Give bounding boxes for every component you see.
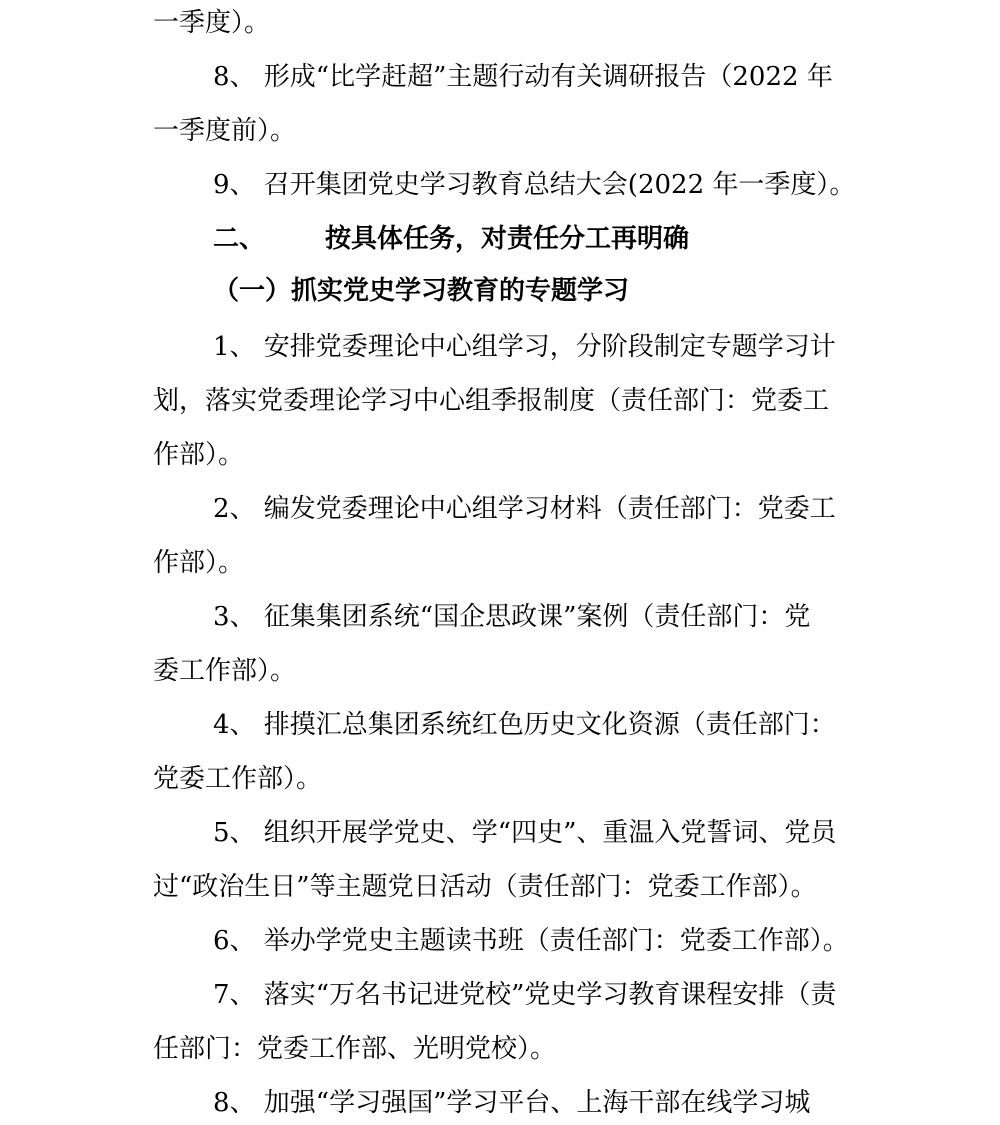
list-item-2-line-1: 2、 编发党委理论中心组学习材料（责任部门：党委工: [213, 494, 836, 524]
subsection-heading: （一）抓实党史学习教育的专题学习: [213, 276, 630, 306]
list-item-4-line-1: 4、 排摸汇总集团系统红色历史文化资源（责任部门：: [213, 710, 836, 740]
list-item-5-line-1: 5、 组织开展学党史、学“四史”、重温入党誓词、党员: [213, 818, 837, 848]
list-item-4-line-2: 党委工作部）。: [153, 764, 323, 794]
section-title: 按具体任务，对责任分工再明确: [325, 224, 690, 254]
list-item-8-next-line-1: 8、 加强“学习强国”学习平台、上海干部在线学习城: [213, 1088, 811, 1118]
list-item-1-line-1: 1、 安排党委理论中心组学习，分阶段制定专题学习计: [213, 332, 836, 362]
list-item-1-line-3: 作部）。: [153, 440, 245, 470]
section-number: 二、: [213, 224, 266, 254]
list-item-6: 6、 举办学党史主题读书班（责任部门：党委工作部）。: [213, 926, 849, 956]
list-item-8-line-2: 一季度前）。: [153, 116, 297, 146]
section-heading: [213, 224, 689, 254]
list-item-3-line-2: 委工作部）。: [153, 656, 297, 686]
list-item-7-line-2: 任部门：党委工作部、光明党校）。: [153, 1034, 557, 1064]
list-item-7-line-1: 7、 落实“万名书记进党校”党史学习教育课程安排（责: [213, 980, 837, 1010]
list-item-2-line-2: 作部）。: [153, 548, 245, 578]
list-item-1-line-2: 划，落实党委理论学习中心组季报制度（责任部门：党委工: [153, 386, 830, 416]
text-line: 一季度）。: [153, 8, 271, 38]
list-item-9: 9、 召开集团党史学习教育总结大会(2022 年一季度）。: [213, 170, 856, 200]
list-item-3-line-1: 3、 征集集团系统“国企思政课”案例（责任部门：党: [213, 602, 811, 632]
list-item-8-line-1: 8、 形成“比学赶超”主题行动有关调研报告（2022 年: [213, 62, 833, 92]
list-item-5-line-2: 过“政治生日”等主题党日活动（责任部门：党委工作部）。: [153, 872, 817, 902]
